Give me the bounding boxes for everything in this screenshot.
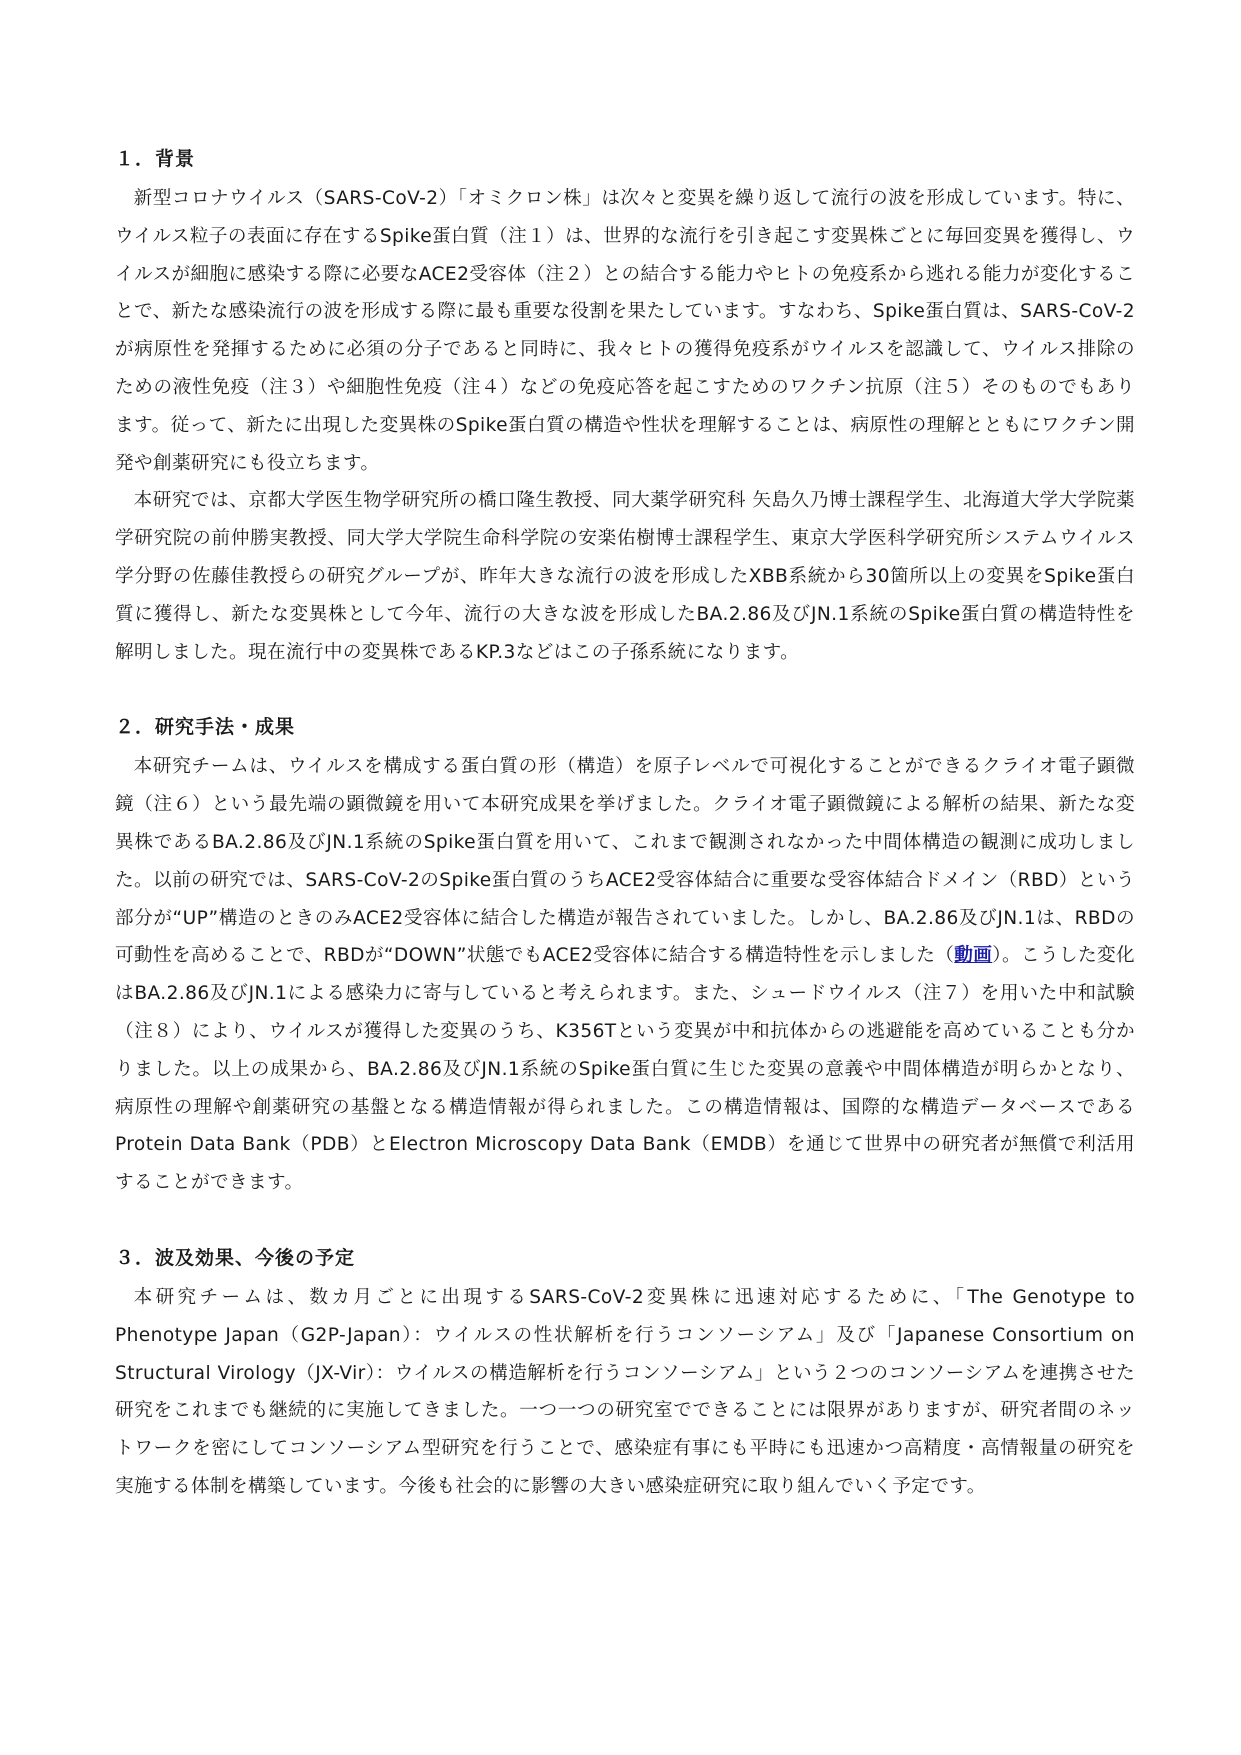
paragraph-text: ）。こうした変化はBA.2.86及びJN.1による感染力に寄与していると考えられます。また、シュードウイルス（注７）を用いた中和試験（注８）により、ウイルスが獲得した変異のうち、K356Tという変異が中和抗体からの逃避能を高めていることも分かりました。以上の成果から、BA.2.86及びJN.1系統のSpike蛋白質に生じた変異の意義や中間体構造が明らかとなり、病原性の理解や創薬研究の基盤となる構造情報が得られました。この構造情報は、国際的な構造データベースであるProtein Data Bank（PDB）とElectron Microscopy Data Bank（EMDB）を通じて世界中の研究者が無償で利活用することができます。 xyxy=(115,945,1135,1194)
section-background xyxy=(115,140,1135,671)
video-link[interactable]: 動画 xyxy=(954,945,993,967)
section-heading: １．背景 xyxy=(115,148,196,170)
paragraph: 本研究では、京都大学医生物学研究所の橋口隆生教授、同大薬学研究科 矢島久乃博士課程学生、北海道大学大学院薬学研究院の前仲勝実教授、同大学大学院生命科学院の安楽佑樹博士課程学生、東京大学医科学研究所システムウイルス学分野の佐藤佳教授らの研究グループが、昨年大きな流行の波を形成したXBB系統から30箇所以上の変異をSpike蛋白質に獲得し、新たな変異株として今年、流行の大きな波を形成したBA.2.86及びJN.1系統のSpike蛋白質の構造特性を解明しました。現在流行中の変異株であるKP.3などはこの子孫系統になります。 xyxy=(115,490,1135,663)
document-page xyxy=(115,140,1135,1543)
section-heading: ３．波及効果、今後の予定 xyxy=(115,1246,356,1269)
paragraph: 新型コロナウイルス（SARS-CoV-2）「オミクロン株」は次々と変異を繰り返して流行の波を形成しています。特に、ウイルス粒子の表面に存在するSpike蛋白質（注１）は、世界的な流行を引き起こす変異株ごとに毎回変異を獲得し、ウイルスが細胞に感染する際に必要なACE2受容体（注２）との結合する能力やヒトの免疫系から逃れる能力が変化することで、新たな感染流行の波を形成する際に最も重要な役割を果たしています。すなわち、Spike蛋白質は、SARS-CoV-2が病原性を発揮するために必須の分子であると同時に、我々ヒトの獲得免疫系がウイルスを認識して、ウイルス排除のための液性免疫（注３）や細胞性免疫（注４）などの免疫応答を起こすためのワクチン抗原（注５）そのものでもあります。従って、新たに出現した変異株のSpike蛋白質の構造や性状を理解することは、病原性の理解とともにワクチン開発や創薬研究にも役立ちます。 xyxy=(115,188,1136,474)
section-heading: ２．研究手法・成果 xyxy=(115,716,296,739)
paragraph-text: 本研究チームは、ウイルスを構成する蛋白質の形（構造）を原子レベルで可視化することができるクライオ電子顕微鏡（注６）という最先端の顕微鏡を用いて本研究成果を挙げました。クライオ電子顕微鏡による解析の結果、新たな変異株であるBA.2.86及びJN.1系統のSpike蛋白質を用いて、これまで観測されなかった中間体構造の観測に成功しました。以前の研究では、SARS-CoV-2のSpike蛋白質のうちACE2受容体結合に重要な受容体結合ドメイン（RBD）という部分が“UP”構造のときのみACE2受容体に結合した構造が報告されていました。しかし、BA.2.86及びJN.1は、RBDの可動性を高めることで、RBDが“DOWN”状態でもACE2受容体に結合する構造特性を示しました（ xyxy=(115,756,1135,967)
section-methods-results xyxy=(115,708,1135,1202)
section-impact-plans xyxy=(115,1239,1135,1506)
paragraph: 本研究チームは、数カ月ごとに出現するSARS-CoV-2変異株に迅速対応するために、「The Genotype to Phenotype Japan（G2P-Japan）：ウイルスの性状解析を行うコンソーシアム」及び「Japanese Consortium on Structural Virology（JX-Vir）：ウイルスの構造解析を行うコンソーシアム」という２つのコンソーシアムを連携させた研究をこれまでも継続的に実施してきました。一つ一つの研究室でできることには限界がありますが、研究者間のネットワークを密にしてコンソーシアム型研究を行うことで、感染症有事にも平時にも迅速かつ高精度・高情報量の研究を実施する体制を構築しています。今後も社会的に影響の大きい感染症研究に取り組んでいく予定です。 xyxy=(115,1286,1135,1497)
paragraph xyxy=(115,748,1135,1202)
